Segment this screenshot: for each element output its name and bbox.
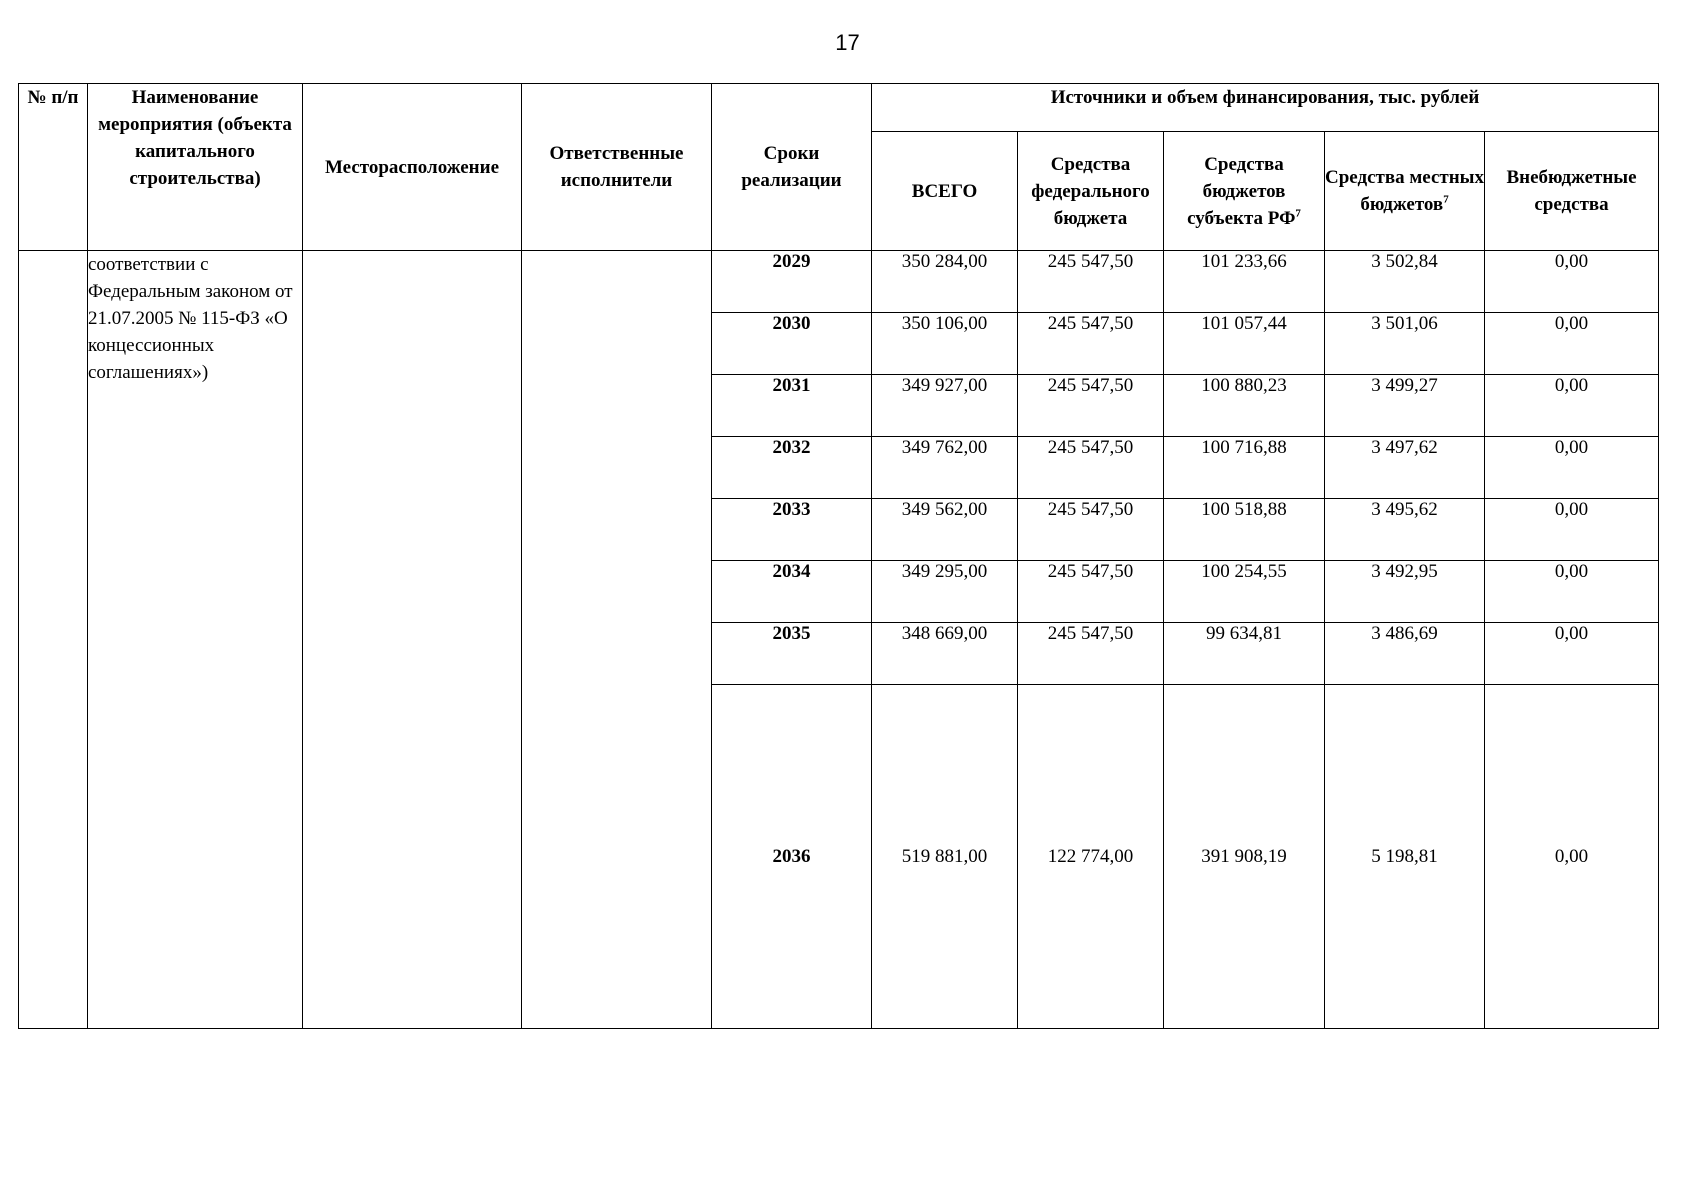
cell-description: соответствии с Федеральным законом от 21.07.2005 № 115-ФЗ «О концессионных соглашениях»)	[88, 251, 303, 1029]
header-extra: Внебюджетные средства	[1485, 132, 1659, 251]
header-period: Сроки реализации	[712, 84, 872, 251]
table-row	[19, 251, 1659, 313]
cell-extra: 0,00	[1485, 251, 1659, 313]
cell-local: 3 492,95	[1325, 561, 1485, 623]
cell-regional: 100 518,88	[1164, 499, 1325, 561]
cell-federal: 245 547,50	[1018, 623, 1164, 685]
cell-federal: 245 547,50	[1018, 561, 1164, 623]
financing-table	[18, 83, 1659, 1029]
cell-federal: 122 774,00	[1018, 685, 1164, 1029]
cell-regional: 101 233,66	[1164, 251, 1325, 313]
header-num: № п/п	[19, 84, 88, 251]
cell-federal: 245 547,50	[1018, 437, 1164, 499]
cell-year: 2033	[712, 499, 872, 561]
cell-total: 348 669,00	[872, 623, 1018, 685]
header-local-label: Средства местных бюджетов	[1325, 167, 1485, 215]
cell-regional: 99 634,81	[1164, 623, 1325, 685]
cell-year: 2031	[712, 375, 872, 437]
cell-federal: 245 547,50	[1018, 375, 1164, 437]
cell-extra: 0,00	[1485, 623, 1659, 685]
header-regional	[1164, 132, 1325, 251]
cell-responsible	[522, 251, 712, 1029]
cell-regional: 100 716,88	[1164, 437, 1325, 499]
cell-local: 3 486,69	[1325, 623, 1485, 685]
cell-year: 2036	[712, 685, 872, 1029]
cell-local: 3 495,62	[1325, 499, 1485, 561]
cell-total: 349 562,00	[872, 499, 1018, 561]
cell-total: 349 762,00	[872, 437, 1018, 499]
cell-total: 350 106,00	[872, 313, 1018, 375]
header-regional-footnote: 7	[1295, 207, 1301, 220]
header-name: Наименование мероприятия (объекта капитального строительства)	[88, 84, 303, 251]
page-number: 17	[835, 30, 860, 55]
cell-total: 349 927,00	[872, 375, 1018, 437]
header-local	[1325, 132, 1485, 251]
cell-year: 2035	[712, 623, 872, 685]
header-sources: Источники и объем финансирования, тыс. рублей	[872, 84, 1659, 132]
cell-extra: 0,00	[1485, 437, 1659, 499]
cell-year: 2034	[712, 561, 872, 623]
cell-total: 350 284,00	[872, 251, 1018, 313]
cell-regional: 391 908,19	[1164, 685, 1325, 1029]
cell-federal: 245 547,50	[1018, 499, 1164, 561]
cell-local: 3 501,06	[1325, 313, 1485, 375]
cell-regional: 100 254,55	[1164, 561, 1325, 623]
cell-year: 2032	[712, 437, 872, 499]
cell-local: 3 499,27	[1325, 375, 1485, 437]
cell-extra: 0,00	[1485, 685, 1659, 1029]
cell-total: 519 881,00	[872, 685, 1018, 1029]
cell-extra: 0,00	[1485, 313, 1659, 375]
cell-extra: 0,00	[1485, 499, 1659, 561]
cell-local: 5 198,81	[1325, 685, 1485, 1029]
cell-num	[19, 251, 88, 1029]
header-responsible: Ответственные исполнители	[522, 84, 712, 251]
cell-regional: 101 057,44	[1164, 313, 1325, 375]
header-federal: Средства федерального бюджета	[1018, 132, 1164, 251]
header-total: ВСЕГО	[872, 132, 1018, 251]
cell-year: 2029	[712, 251, 872, 313]
header-row-1	[19, 84, 1659, 132]
cell-regional: 100 880,23	[1164, 375, 1325, 437]
cell-year: 2030	[712, 313, 872, 375]
cell-federal: 245 547,50	[1018, 313, 1164, 375]
header-regional-label: Средства бюджетов субъекта РФ	[1187, 153, 1296, 229]
header-local-footnote: 7	[1443, 193, 1449, 206]
cell-local: 3 497,62	[1325, 437, 1485, 499]
cell-total: 349 295,00	[872, 561, 1018, 623]
cell-extra: 0,00	[1485, 561, 1659, 623]
cell-local: 3 502,84	[1325, 251, 1485, 313]
cell-location	[303, 251, 522, 1029]
cell-federal: 245 547,50	[1018, 251, 1164, 313]
header-location: Месторасположение	[303, 84, 522, 251]
cell-extra: 0,00	[1485, 375, 1659, 437]
